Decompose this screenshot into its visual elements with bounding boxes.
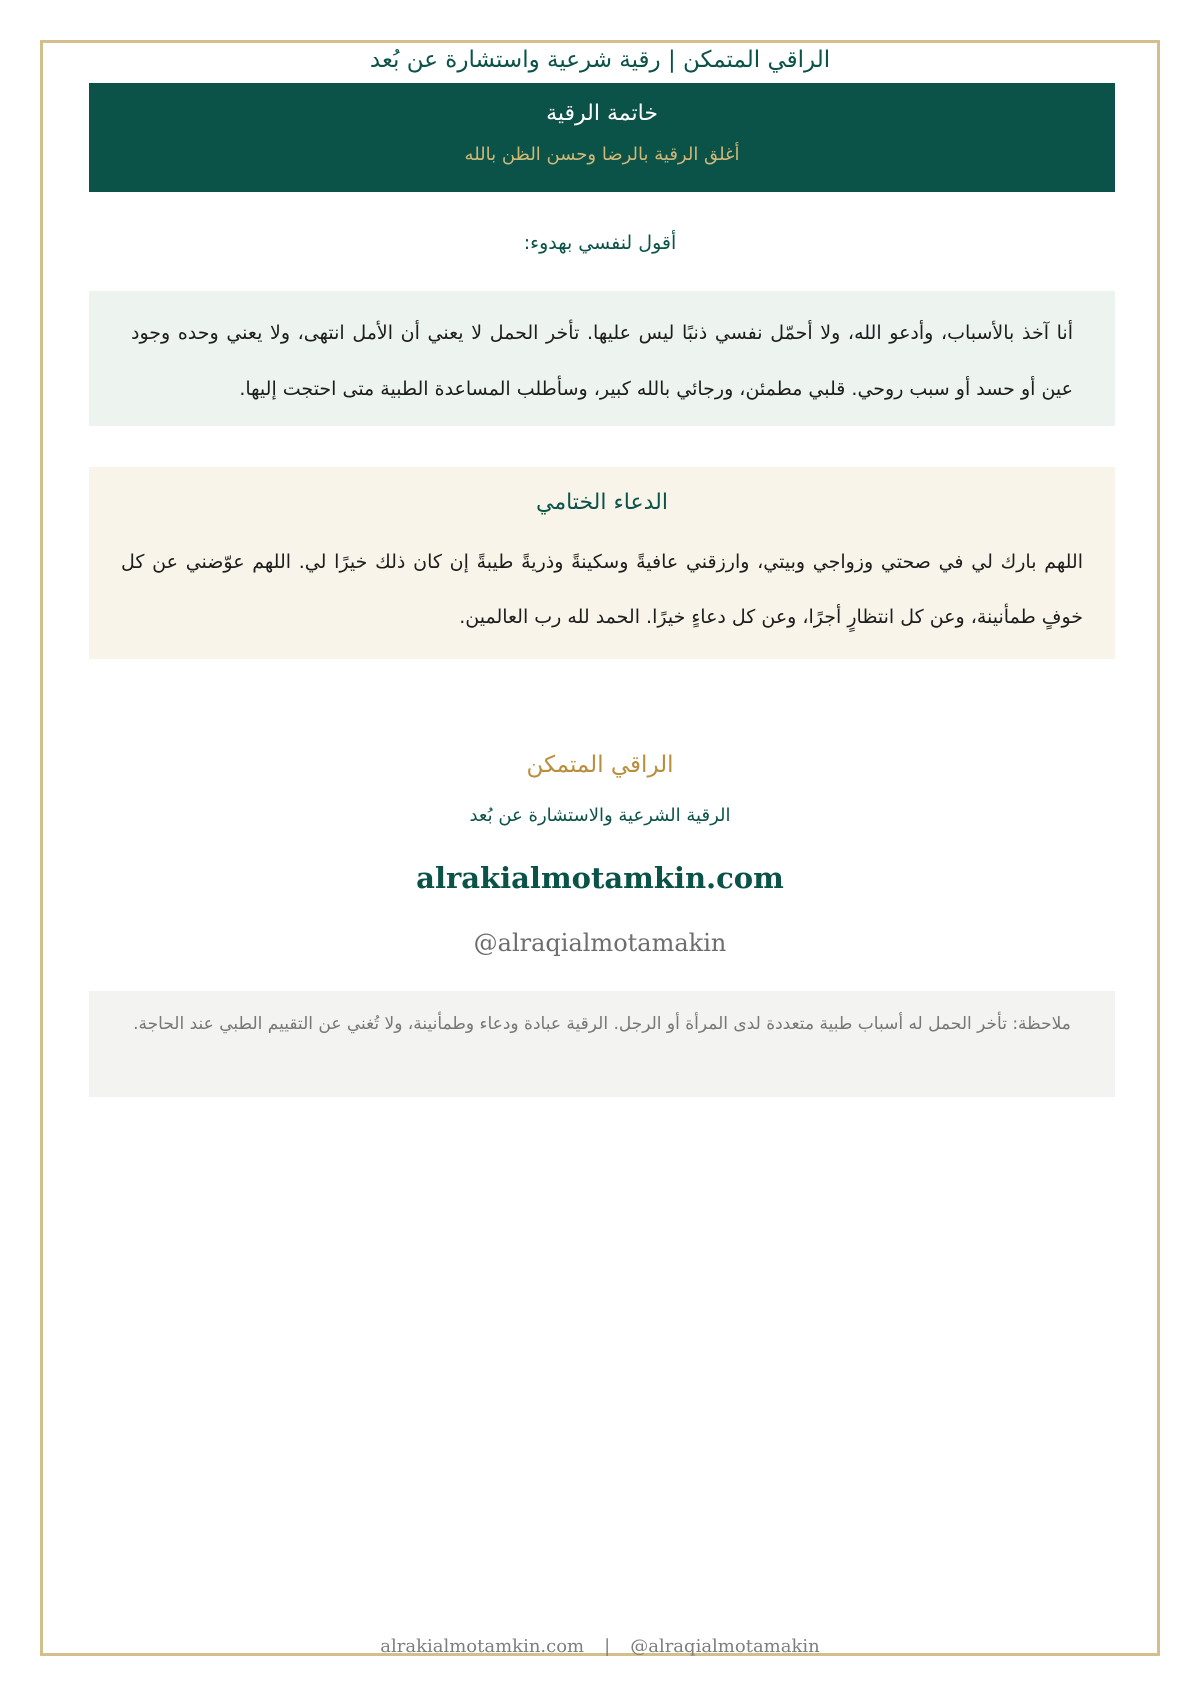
dua-title: الدعاء الختامي	[535, 490, 668, 515]
disclaimer-note	[89, 991, 1115, 1097]
brand-social-handle[interactable]: alraqialmotamakin@	[473, 929, 727, 957]
running-header: الراقي المتمكن | رقية شرعية واستشارة عن بُعد	[369, 47, 831, 73]
page-frame	[40, 40, 1160, 1656]
brand-tagline: الرقية الشرعية والاستشارة عن بُعد	[469, 805, 731, 826]
brand-website-link[interactable]: alrakialmotamkin.com	[416, 861, 784, 895]
intro-text: أقول لنفسي بهدوء:	[523, 232, 677, 254]
section-banner	[89, 83, 1115, 192]
brand-name: الراقي المتمكن	[526, 752, 674, 778]
section-title: خاتمة الرقية	[546, 101, 658, 126]
dua-box	[89, 467, 1115, 659]
disclaimer-text: ملاحظة: تأخر الحمل له أسباب طبية متعددة لدى المرأة أو الرجل. الرقية عبادة ودعاء وطمأنينة، ولا تُغني عن التقييم الطبي عند الحاجة.	[133, 1014, 1071, 1034]
footer-handle[interactable]: @alraqialmotamakin	[630, 1636, 820, 1657]
affirmation-text: أنا آخذ بالأسباب، وأدعو الله، ولا أحمّل نفسي ذنبًا ليس عليها. تأخر الحمل لا يعني أن الأمل انتهى، ولا يعني وحده وجود عين أو حسد أو سبب روحي. قلبي مطمئن، ورجائي بالله كبير، وسأطلب المساعدة الطبية متى احتجت إليها.	[131, 322, 1073, 400]
footer-separator: |	[604, 1636, 611, 1657]
page-footer	[0, 1634, 1200, 1660]
dua-text: اللهم بارك لي في صحتي وزواجي وبيتي، وارزقني عافيةً وسكينةً وذريةً طيبةً إن كان ذلك خيرًا لي. اللهم عوّضني عن كل خوفٍ طمأنينة، وعن كل انتظارٍ أجرًا، وعن كل دعاءٍ خيرًا. الحمد لله رب العالمين.	[121, 551, 1083, 628]
footer-website[interactable]: alrakialmotamkin.com	[380, 1636, 585, 1657]
affirmation-box	[89, 291, 1115, 426]
section-subtitle: أغلق الرقية بالرضا وحسن الظن بالله	[464, 144, 740, 165]
